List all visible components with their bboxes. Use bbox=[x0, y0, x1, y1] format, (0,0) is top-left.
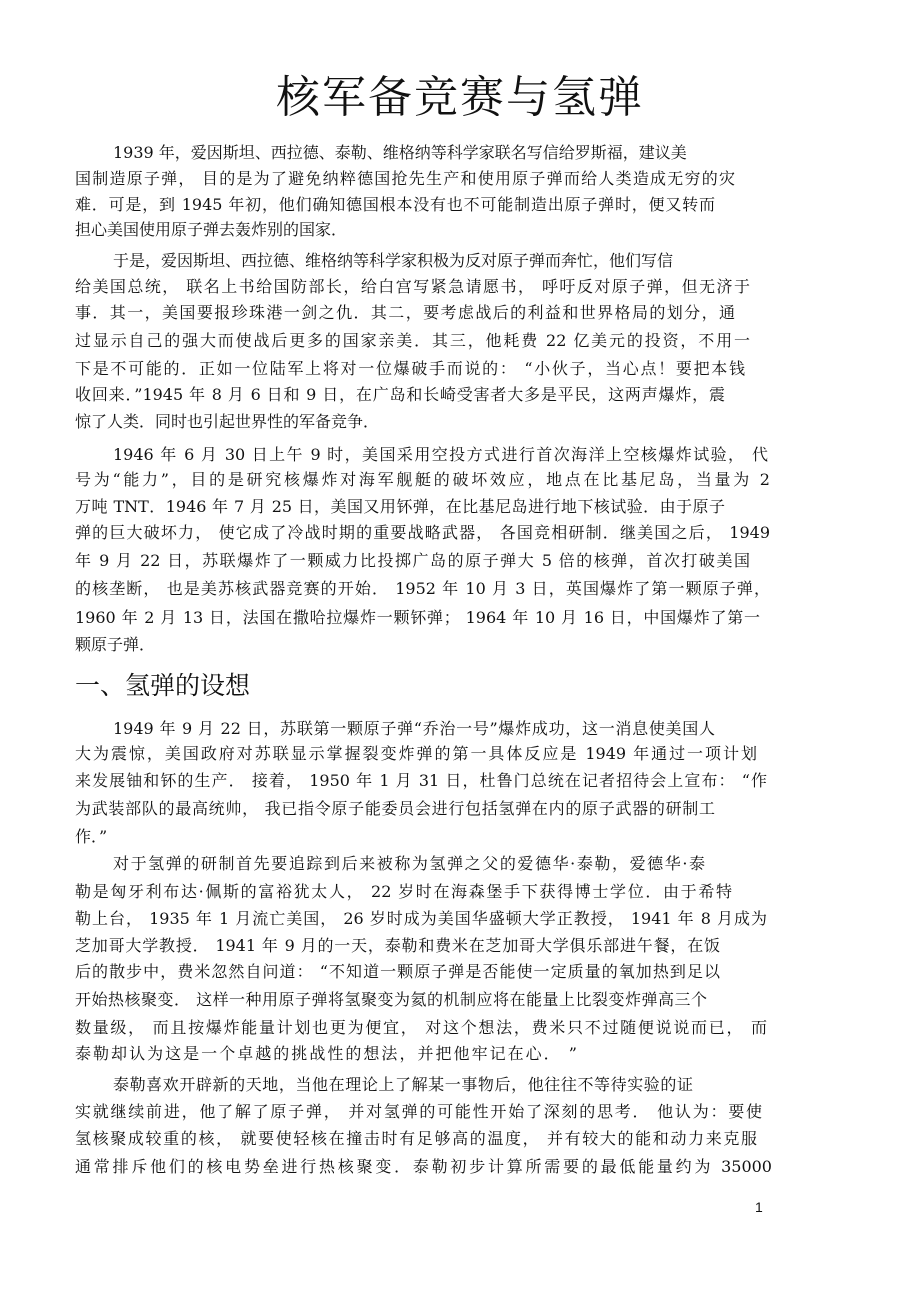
text-line: 开始热核聚变． 这样一种用原子弹将氢聚变为氦的机制应将在能量上比裂变炸弹高三个 bbox=[75, 990, 707, 1009]
text-line: 勒上台， 1935 年 1 月流亡美国， 26 岁时成为美国华盛顿大学正教授， 1941 年 8 月成为 bbox=[75, 909, 767, 928]
text-line: 收回来．”1945 年 8 月 6 日和 9 日，在广岛和长崎受害者大多是平民，这两声爆炸，震 bbox=[75, 385, 725, 404]
text-line: 1949 年 9 月 22 日，苏联第一颗原子弹“乔治一号”爆炸成功，这一消息使美国人 bbox=[113, 719, 715, 738]
text-line: 泰勒喜欢开辟新的天地，当他在理论上了解某一事物后，他往往不等待实验的证 bbox=[113, 1075, 693, 1094]
text-line: 作．” bbox=[75, 827, 108, 846]
text-line: 后的散步中，费米忽然自问道： “不知道一颗原子弹是否能使一定质量的氧加热到足以 bbox=[75, 962, 720, 981]
text-line: 过显示自己的强大而使战后更多的国家亲美．其三，他耗费 22 亿美元的投资，不用一 bbox=[75, 331, 750, 350]
text-line: 于是，爱因斯坦、西拉德、维格纳等科学家积极为反对原子弹而奔忙，他们写信 bbox=[113, 251, 674, 270]
text-line: 为武装部队的最高统帅， 我已指令原子能委员会进行包括氢弹在内的原子武器的研制工 bbox=[75, 799, 715, 818]
text-line: 号为“能力”，目的是研究核爆炸对海军舰艇的破坏效应，地点在比基尼岛，当量为 2 bbox=[75, 470, 770, 489]
text-line: 通常排斥他们的核电势垒进行热核聚变．泰勒初步计算所需要的最低能量约为 35000 bbox=[75, 1157, 772, 1176]
text-line: 数量级， 而且按爆炸能量计划也更为便宜， 对这个想法，费米只不过随便说说而已， 而 bbox=[75, 1018, 767, 1037]
text-line: 对于氢弹的研制首先要追踪到后来被称为氢弹之父的爱德华·泰勒，爱德华·泰 bbox=[113, 854, 705, 873]
text-line: 给美国总统， 联名上书给国防部长，给白宫写紧急请愿书， 呼吁反对原子弹，但无济于 bbox=[75, 277, 750, 296]
text-line: 下是不可能的．正如一位陆军上将对一位爆破手而说的： “小伙子，当心点！要把本钱 bbox=[75, 359, 745, 378]
text-line: 年 9 月 22 日，苏联爆炸了一颗威力比投掷广岛的原子弹大 5 倍的核弹，首次打破美国 bbox=[75, 551, 750, 570]
text-line: 1939 年，爱因斯坦、西拉德、泰勒、维格纳等科学家联名写信给罗斯福，建议美 bbox=[113, 143, 687, 162]
text-line: 1960 年 2 月 13 日，法国在撒哈拉爆炸一颗钚弹； 1964 年 10 月 16 日，中国爆炸了第一 bbox=[75, 608, 760, 627]
document-title: 核军备竞赛与氢弹 bbox=[276, 72, 644, 123]
section-heading: 一、氢弹的设想 bbox=[75, 671, 251, 700]
text-line: 勒是匈牙利布达·佩斯的富裕犹太人， 22 岁时在海森堡手下获得博士学位．由于希特 bbox=[75, 882, 732, 901]
text-line: 难．可是，到 1945 年初，他们确知德国根本没有也不可能制造出原子弹时，便又转而 bbox=[75, 195, 715, 214]
text-line: 惊了人类．同时也引起世界性的军备竞争． bbox=[75, 412, 380, 431]
text-line: 事．其一，美国要报珍珠港一剑之仇．其二，要考虑战后的利益和世界格局的划分，通 bbox=[75, 303, 735, 322]
text-line: 国制造原子弹， 目的是为了避免纳粹德国抢先生产和使用原子弹而给人类造成无穷的灾 bbox=[75, 169, 735, 188]
page-number: 1 bbox=[755, 1199, 763, 1215]
text-line: 实就继续前进，他了解了原子弹， 并对氢弹的可能性开始了深刻的思考． 他认为：要使 bbox=[75, 1102, 762, 1121]
text-line: 弹的巨大破坏力， 使它成了冷战时期的重要战略武器， 各国竞相研制．继美国之后， 1949 bbox=[75, 523, 770, 542]
text-line: 颗原子弹． bbox=[75, 635, 156, 654]
text-line: 的核垄断， 也是美苏核武器竞赛的开始． 1952 年 10 月 3 日，英国爆炸了第一颗原子弹， bbox=[75, 579, 770, 598]
text-line: 泰勒却认为这是一个卓越的挑战性的想法，并把他牢记在心． ” bbox=[75, 1044, 577, 1063]
text-line: 担心美国使用原子弹去轰炸别的国家． bbox=[75, 220, 348, 239]
text-line: 来发展铀和钚的生产． 接着， 1950 年 1 月 31 日，杜鲁门总统在记者招待会上宣布： “作 bbox=[75, 771, 767, 790]
text-line: 1946 年 6 月 30 日上午 9 时，美国采用空投方式进行首次海洋上空核爆炸试验， 代 bbox=[113, 445, 768, 464]
text-line: 芝加哥大学教授． 1941 年 9 月的一天，泰勒和费米在芝加哥大学俱乐部进午餐，在饭 bbox=[75, 936, 720, 955]
text-line: 氢核聚成较重的核， 就要使轻核在撞击时有足够高的温度， 并有较大的能和动力来克服 bbox=[75, 1129, 757, 1148]
text-line: 大为震惊，美国政府对苏联显示掌握裂变炸弹的第一具体反应是 1949 年通过一项计划 bbox=[75, 744, 757, 763]
text-line: 万吨 TNT．1946 年 7 月 25 日，美国又用钚弹，在比基尼岛进行地下核试验．由于原子 bbox=[75, 497, 725, 516]
